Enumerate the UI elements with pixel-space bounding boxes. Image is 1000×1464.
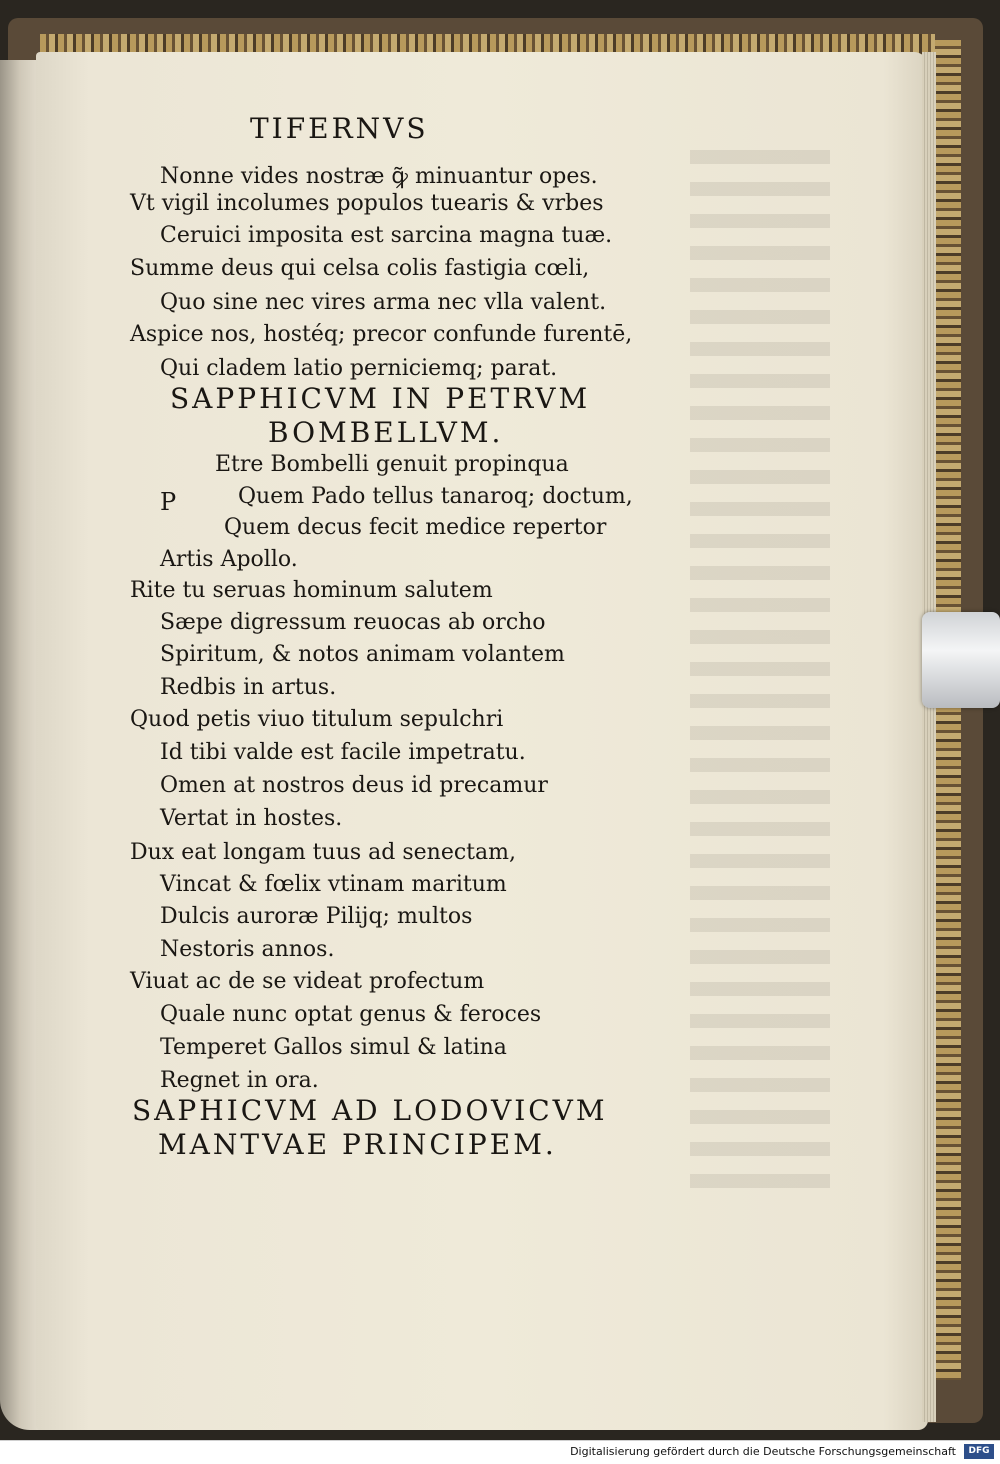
dfg-logo-icon: DFG xyxy=(964,1444,994,1459)
running-head: TIFERNVS xyxy=(250,112,429,145)
verse-line: Quod petis viuo titulum sepulchri xyxy=(130,707,504,732)
verse-line: Etre Bombelli genuit propinqua xyxy=(215,452,569,477)
verse-line: Omen at nostros deus id precamur xyxy=(160,773,548,798)
verse-line: Ceruici imposita est sarcina magna tuæ. xyxy=(160,223,613,248)
section-heading: SAPHICVM AD LODOVICVM xyxy=(132,1094,608,1127)
verse-line: Vincat & fœlix vtinam maritum xyxy=(160,872,507,897)
verse-line: Vertat in hostes. xyxy=(160,806,343,831)
verse-line: Nestoris annos. xyxy=(160,937,335,962)
section-heading: MANTVAE PRINCIPEM. xyxy=(158,1128,557,1161)
verse-line: Quem Pado tellus tanaroq; doctum, xyxy=(238,484,633,509)
verse-line: Sæpe digressum reuocas ab orcho xyxy=(160,610,546,635)
verse-line: Viuat ac de se videat profectum xyxy=(130,969,485,994)
section-heading: BOMBELLVM. xyxy=(268,416,504,449)
footer xyxy=(0,1440,1000,1464)
verse-line: Rite tu seruas hominum salutem xyxy=(130,578,493,603)
funding-notice: Digitalisierung gefördert durch die Deutsche Forschungsgemeinschaft xyxy=(570,1445,956,1458)
section-heading: SAPPHICVM IN PETRVM xyxy=(170,382,591,415)
verse-line: Artis Apollo. xyxy=(160,547,298,572)
verse-line: Aspice nos, hostéq; precor confunde furentē, xyxy=(130,322,633,347)
verse-line: Quo sine nec vires arma nec vlla valent. xyxy=(160,290,607,315)
verse-line: Dux eat longam tuus ad senectam, xyxy=(130,840,516,865)
verse-line: Quem decus fecit medice repertor xyxy=(224,515,607,540)
verse-line: Redbis in artus. xyxy=(160,675,337,700)
verse-line: Nonne vides nostræ ꝙ̃ minuantur opes. xyxy=(160,164,598,189)
verse-line: Regnet in ora. xyxy=(160,1068,319,1093)
verse-line: Temperet Gallos simul & latina xyxy=(160,1035,507,1060)
verse-line: Vt vigil incolumes populos tuearis & vrbes xyxy=(130,191,604,216)
verse-line: Summe deus qui celsa colis fastigia cœli, xyxy=(130,256,590,281)
verse-line: Quale nunc optat genus & feroces xyxy=(160,1002,542,1027)
verse-line: Qui cladem latio perniciemq; parat. xyxy=(160,356,558,381)
verse-line: Spiritum, & notos animam volantem xyxy=(160,642,565,667)
guide-letter: P xyxy=(160,488,177,516)
verse-line: Id tibi valde est facile impetratu. xyxy=(160,740,526,765)
verse-line: Dulcis auroræ Pilijq; multos xyxy=(160,904,473,929)
